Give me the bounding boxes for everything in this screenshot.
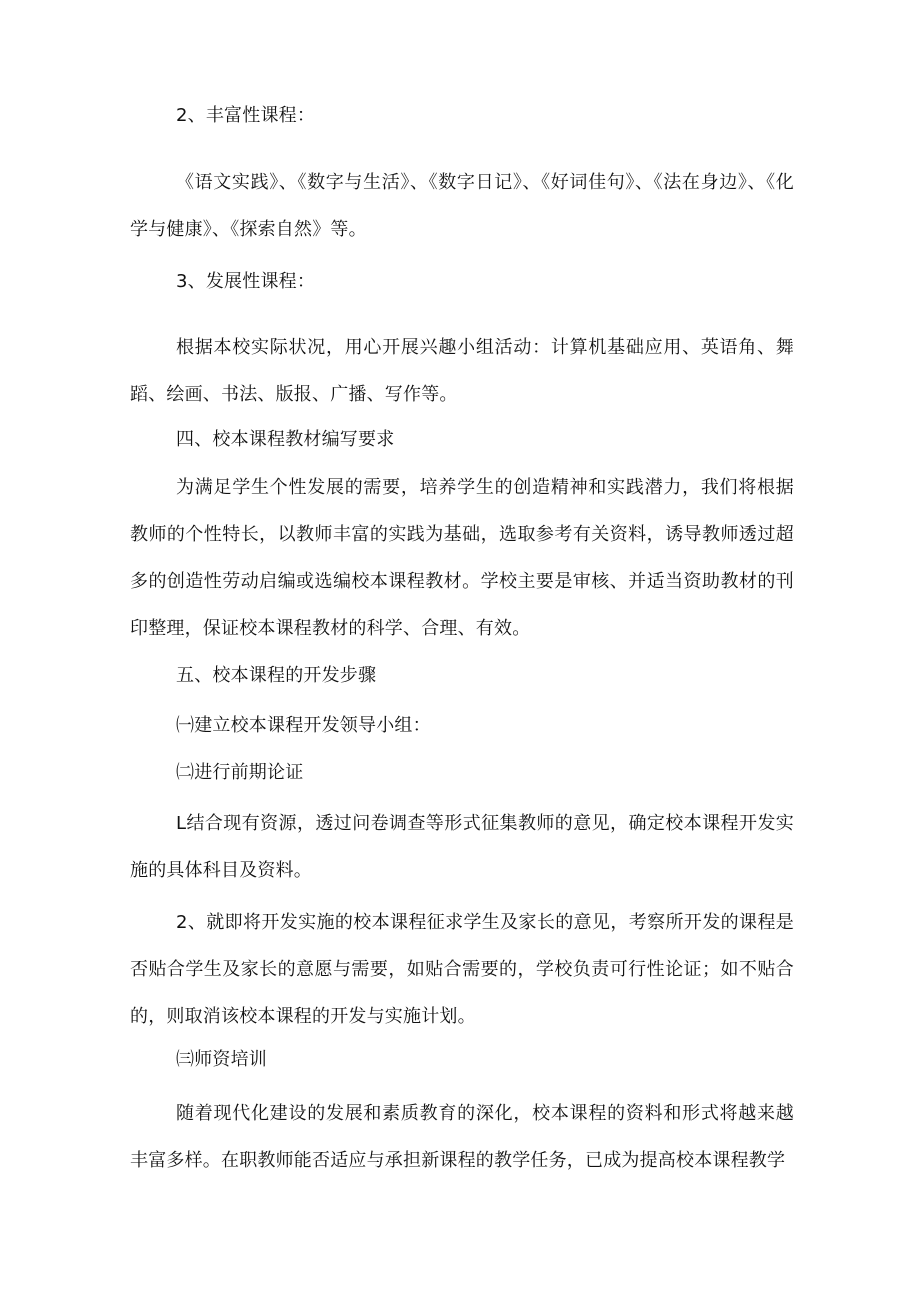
paragraph-step-two-item-two: 2、就即将开发实施的校本课程征求学生及家长的意见，考察所开发的课程是否贴合学生及家长的意愿与需要，如贴合需要的，学校负责可行性论证；如不贴合的，则取消该校本课程的开发与实施计划。 <box>130 912 794 1027</box>
heading-enrichment-courses: 2、丰富性课程： <box>176 105 316 126</box>
paragraph-enrichment-course-list: 《语文实践》、《数字与生活》、《数字日记》、《好词佳句》、《法在身边》、《化学与健康》、《探索自然》等。 <box>130 172 794 240</box>
paragraph-step-two-item-one: L结合现有资源，透过问卷调查等形式征集教师的意见，确定校本课程开发实施的具体科目及资料。 <box>130 813 794 881</box>
paragraph-textbook-requirements: 为满足学生个性发展的需要，培养学生的创造精神和实践潜力，我们将根据教师的个性特长，以教师丰富的实践为基础，选取参考有关资料，诱导教师透过超多的创造性劳动启编或选编校本课程教材。学校主要是审核、并适当资助教材的刊印整理，保证校本课程教材的科学、合理、有效。 <box>130 477 794 639</box>
heading-development-courses: 3、发展性课程： <box>176 271 316 292</box>
heading-step-three: ㈢师资培训 <box>176 1049 267 1070</box>
heading-section-five: 五、校本课程的开发步骤 <box>176 665 377 686</box>
paragraph-interest-groups: 根据本校实际状况，用心开展兴趣小组活动：计算机基础应用、英语角、舞蹈、绘画、书法、版报、广播、写作等。 <box>130 337 794 405</box>
heading-section-four: 四、校本课程教材编写要求 <box>176 429 395 450</box>
heading-step-one: ㈠建立校本课程开发领导小组： <box>176 715 431 736</box>
heading-step-two: ㈡进行前期论证 <box>176 762 304 783</box>
paragraph-teacher-training: 随着现代化建设的发展和素质教育的深化，校本课程的资料和形式将越来越丰富多样。在职教师能否适应与承担新课程的教学任务，已成为提高校本课程教学 <box>130 1103 794 1171</box>
